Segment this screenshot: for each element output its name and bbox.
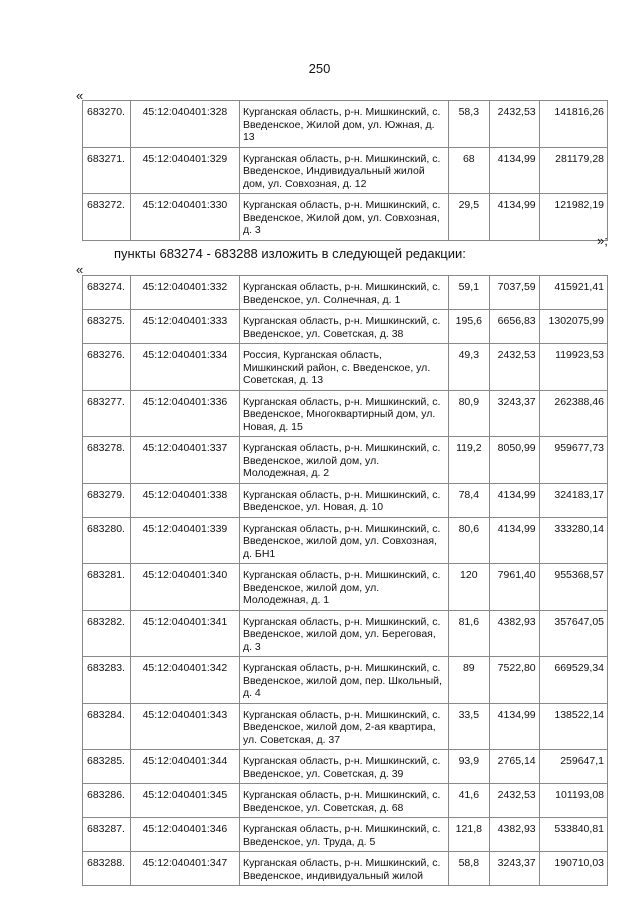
property-table-2 xyxy=(82,275,608,886)
area-cell: 41,6 xyxy=(448,784,489,818)
cadastral-number-cell: 45:12:040401:345 xyxy=(130,784,239,818)
cost-cell: 101193,08 xyxy=(539,784,607,818)
table-row xyxy=(83,147,608,194)
property-table-1 xyxy=(82,100,608,241)
table-row xyxy=(83,194,608,241)
cost-cell: 333280,14 xyxy=(539,517,607,564)
address-cell: Курганская область, р-н. Мишкинский, с. Введенское, жилой дом, ул. Молодежная, д. 2 xyxy=(239,437,448,484)
address-cell: Курганская область, р-н. Мишкинский, с. Введенское, Жилой дом, ул. Совхозная, д. 3 xyxy=(239,194,448,241)
address-cell: Курганская область, р-н. Мишкинский, с. Введенское, Многоквартирный дом, ул. Новая, д. 15 xyxy=(239,390,448,437)
cadastral-number-cell: 45:12:040401:337 xyxy=(130,437,239,484)
rate-cell: 7961,40 xyxy=(489,564,539,611)
row-number-cell: 683274. xyxy=(83,276,131,310)
table-row xyxy=(83,784,608,818)
table-row xyxy=(83,610,608,657)
address-cell: Курганская область, р-н. Мишкинский, с. Введенское, жилой дом, ул. Береговая, д. 3 xyxy=(239,610,448,657)
row-number-cell: 683282. xyxy=(83,610,131,657)
cadastral-number-cell: 45:12:040401:340 xyxy=(130,564,239,611)
area-cell: 89 xyxy=(448,657,489,704)
table-row xyxy=(83,101,608,148)
area-cell: 68 xyxy=(448,147,489,194)
row-number-cell: 683280. xyxy=(83,517,131,564)
row-number-cell: 683277. xyxy=(83,390,131,437)
table-row xyxy=(83,344,608,391)
rate-cell: 8050,99 xyxy=(489,437,539,484)
row-number-cell: 683281. xyxy=(83,564,131,611)
address-cell: Курганская область, р-н. Мишкинский, с. Введенское, жилой дом, ул. Молодежная, д. 1 xyxy=(239,564,448,611)
row-number-cell: 683278. xyxy=(83,437,131,484)
table-body xyxy=(83,276,608,886)
rate-cell: 2432,53 xyxy=(489,101,539,148)
table-row xyxy=(83,437,608,484)
rate-cell: 4382,93 xyxy=(489,610,539,657)
area-cell: 49,3 xyxy=(448,344,489,391)
area-cell: 81,6 xyxy=(448,610,489,657)
address-cell: Россия, Курганская область, Мишкинский район, с. Введенское, ул. Советская, д. 13 xyxy=(239,344,448,391)
cost-cell: 262388,46 xyxy=(539,390,607,437)
table-row xyxy=(83,818,608,852)
area-cell: 120 xyxy=(448,564,489,611)
cost-cell: 533840,81 xyxy=(539,818,607,852)
area-cell: 80,9 xyxy=(448,390,489,437)
rate-cell: 7037,59 xyxy=(489,276,539,310)
cost-cell: 138522,14 xyxy=(539,703,607,750)
cadastral-number-cell: 45:12:040401:333 xyxy=(130,310,239,344)
area-cell: 58,8 xyxy=(448,852,489,886)
cost-cell: 141816,26 xyxy=(539,101,607,148)
row-number-cell: 683271. xyxy=(83,147,131,194)
address-cell: Курганская область, р-н. Мишкинский, с. Введенское, ул. Новая, д. 10 xyxy=(239,483,448,517)
table-row xyxy=(83,657,608,704)
address-cell: Курганская область, р-н. Мишкинский, с. Введенское, жилой дом, 2-ая квартира, ул. Советская, д. 37 xyxy=(239,703,448,750)
rate-cell: 4134,99 xyxy=(489,194,539,241)
cost-cell: 1302075,99 xyxy=(539,310,607,344)
row-number-cell: 683276. xyxy=(83,344,131,391)
rate-cell: 4134,99 xyxy=(489,483,539,517)
table-row xyxy=(83,852,608,886)
row-number-cell: 683287. xyxy=(83,818,131,852)
cost-cell: 959677,73 xyxy=(539,437,607,484)
address-cell: Курганская область, р-н. Мишкинский, с. Введенское, жилой дом, ул. Совхозная, д. БН1 xyxy=(239,517,448,564)
row-number-cell: 683283. xyxy=(83,657,131,704)
opening-quote: « xyxy=(76,262,84,277)
area-cell: 58,3 xyxy=(448,101,489,148)
area-cell: 195,6 xyxy=(448,310,489,344)
opening-quote: « xyxy=(76,88,84,103)
address-cell: Курганская область, р-н. Мишкинский, с. Введенское, ул. Солнечная, д. 1 xyxy=(239,276,448,310)
closing-quote: »; xyxy=(597,233,608,248)
table-row xyxy=(83,564,608,611)
cost-cell: 121982,19 xyxy=(539,194,607,241)
cadastral-number-cell: 45:12:040401:343 xyxy=(130,703,239,750)
cadastral-number-cell: 45:12:040401:339 xyxy=(130,517,239,564)
rate-cell: 3243,37 xyxy=(489,390,539,437)
cadastral-number-cell: 45:12:040401:342 xyxy=(130,657,239,704)
table-row xyxy=(83,750,608,784)
cost-cell: 324183,17 xyxy=(539,483,607,517)
address-cell: Курганская область, р-н. Мишкинский, с. Введенское, Индивидуальный жилой дом, ул. Совхозная, д. 12 xyxy=(239,147,448,194)
area-cell: 93,9 xyxy=(448,750,489,784)
cost-cell: 955368,57 xyxy=(539,564,607,611)
cadastral-number-cell: 45:12:040401:330 xyxy=(130,194,239,241)
table-row xyxy=(83,276,608,310)
table-row xyxy=(83,390,608,437)
table-row xyxy=(83,483,608,517)
table-body xyxy=(83,101,608,241)
cadastral-number-cell: 45:12:040401:346 xyxy=(130,818,239,852)
area-cell: 121,8 xyxy=(448,818,489,852)
cost-cell: 357647,05 xyxy=(539,610,607,657)
cadastral-number-cell: 45:12:040401:329 xyxy=(130,147,239,194)
address-cell: Курганская область, р-н. Мишкинский, с. Введенское, жилой дом, пер. Школьный, д. 4 xyxy=(239,657,448,704)
rate-cell: 3243,37 xyxy=(489,852,539,886)
cost-cell: 415921,41 xyxy=(539,276,607,310)
row-number-cell: 683285. xyxy=(83,750,131,784)
table-row xyxy=(83,517,608,564)
cadastral-number-cell: 45:12:040401:336 xyxy=(130,390,239,437)
cadastral-number-cell: 45:12:040401:341 xyxy=(130,610,239,657)
cost-cell: 119923,53 xyxy=(539,344,607,391)
rate-cell: 6656,83 xyxy=(489,310,539,344)
address-cell: Курганская область, р-н. Мишкинский, с. Введенское, индивидуальный жилой xyxy=(239,852,448,886)
cost-cell: 259647,1 xyxy=(539,750,607,784)
rate-cell: 7522,80 xyxy=(489,657,539,704)
area-cell: 59,1 xyxy=(448,276,489,310)
rate-cell: 2432,53 xyxy=(489,784,539,818)
row-number-cell: 683279. xyxy=(83,483,131,517)
table-row xyxy=(83,703,608,750)
cadastral-number-cell: 45:12:040401:328 xyxy=(130,101,239,148)
area-cell: 29,5 xyxy=(448,194,489,241)
cost-cell: 669529,34 xyxy=(539,657,607,704)
row-number-cell: 683288. xyxy=(83,852,131,886)
area-cell: 78,4 xyxy=(448,483,489,517)
cadastral-number-cell: 45:12:040401:334 xyxy=(130,344,239,391)
address-cell: Курганская область, р-н. Мишкинский, с. Введенское, ул. Труда, д. 5 xyxy=(239,818,448,852)
address-cell: Курганская область, р-н. Мишкинский, с. Введенское, Жилой дом, ул. Южная, д. 13 xyxy=(239,101,448,148)
row-number-cell: 683270. xyxy=(83,101,131,148)
rate-cell: 4134,99 xyxy=(489,517,539,564)
row-number-cell: 683286. xyxy=(83,784,131,818)
amendment-instruction: пункты 683274 - 683288 изложить в следующей редакции: xyxy=(114,246,466,261)
area-cell: 80,6 xyxy=(448,517,489,564)
address-cell: Курганская область, р-н. Мишкинский, с. Введенское, ул. Советская, д. 68 xyxy=(239,784,448,818)
row-number-cell: 683275. xyxy=(83,310,131,344)
area-cell: 119,2 xyxy=(448,437,489,484)
area-cell: 33,5 xyxy=(448,703,489,750)
row-number-cell: 683284. xyxy=(83,703,131,750)
rate-cell: 4382,93 xyxy=(489,818,539,852)
rate-cell: 4134,99 xyxy=(489,147,539,194)
row-number-cell: 683272. xyxy=(83,194,131,241)
cost-cell: 281179,28 xyxy=(539,147,607,194)
cadastral-number-cell: 45:12:040401:338 xyxy=(130,483,239,517)
rate-cell: 2432,53 xyxy=(489,344,539,391)
cost-cell: 190710,03 xyxy=(539,852,607,886)
page-number: 250 xyxy=(308,61,331,76)
rate-cell: 4134,99 xyxy=(489,703,539,750)
cadastral-number-cell: 45:12:040401:344 xyxy=(130,750,239,784)
address-cell: Курганская область, р-н. Мишкинский, с. Введенское, ул. Советская, д. 38 xyxy=(239,310,448,344)
address-cell: Курганская область, р-н. Мишкинский, с. Введенское, ул. Советская, д. 39 xyxy=(239,750,448,784)
cadastral-number-cell: 45:12:040401:347 xyxy=(130,852,239,886)
table-row xyxy=(83,310,608,344)
cadastral-number-cell: 45:12:040401:332 xyxy=(130,276,239,310)
rate-cell: 2765,14 xyxy=(489,750,539,784)
